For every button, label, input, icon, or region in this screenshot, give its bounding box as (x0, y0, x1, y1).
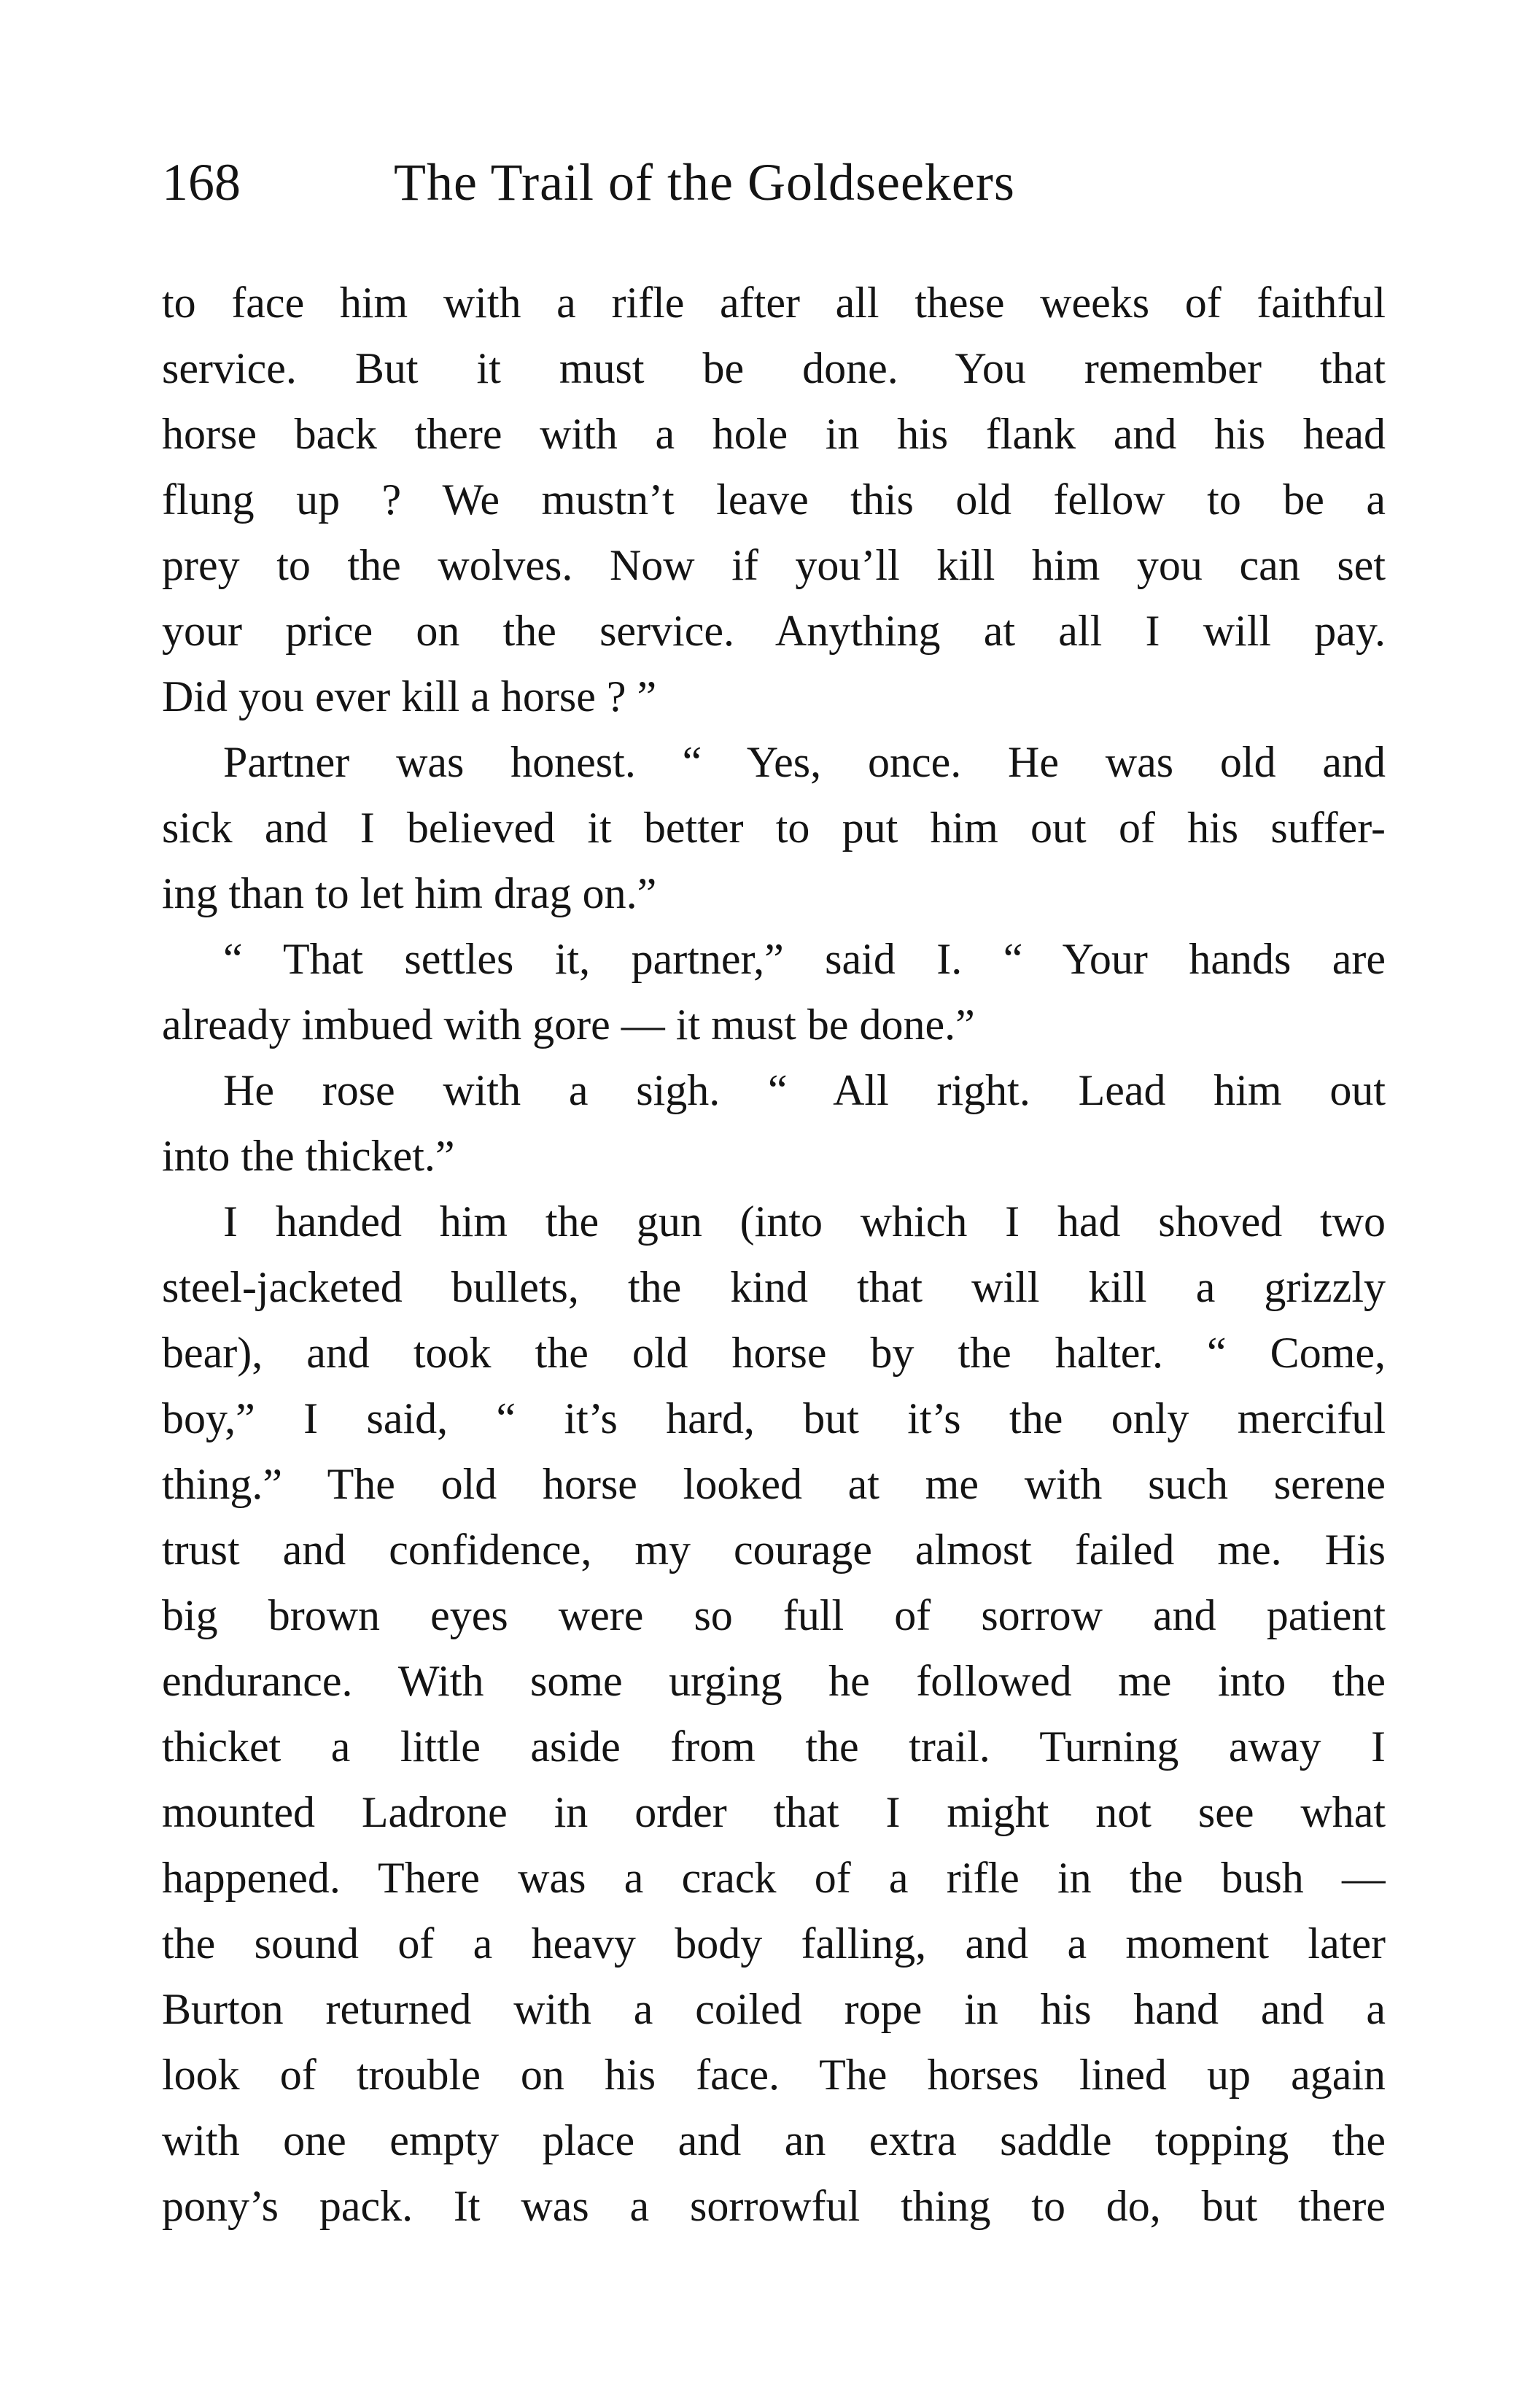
text-line: thicket a little aside from the trail. Turning away I (162, 1723, 1386, 1771)
body-text (162, 270, 1386, 2239)
text-line: ing than to let him drag on.” (162, 869, 657, 917)
text-line: happened. There was a crack of a rifle in the bush — (162, 1854, 1386, 1902)
text-line: trust and confidence, my courage almost failed me. His (162, 1526, 1386, 1574)
text-line: flung up ? We mustn’t leave this old fellow to be a (162, 475, 1386, 524)
text-line: big brown eyes were so full of sorrow and patient (162, 1591, 1386, 1639)
text-line: Partner was honest. “ Yes, once. He was old and (223, 738, 1386, 786)
text-line: horse back there with a hole in his flank and his head (162, 410, 1386, 458)
text-line: into the thicket.” (162, 1132, 455, 1180)
text-line: service. But it must be done. You remember that (162, 344, 1386, 392)
text-line: your price on the service. Anything at all I will pay. (162, 607, 1386, 655)
text-line: endurance. With some urging he followed me into the (162, 1657, 1386, 1705)
text-line: to face him with a rifle after all these weeks of faithful (162, 279, 1386, 327)
text-line: prey to the wolves. Now if you’ll kill him you can set (162, 541, 1386, 589)
running-title: The Trail of the Goldseekers (394, 153, 1015, 211)
text-line: steel-jacketed bullets, the kind that will kill a grizzly (162, 1263, 1386, 1311)
text-line: He rose with a sigh. “ All right. Lead him out (223, 1066, 1386, 1114)
text-line: “ That settles it, partner,” said I. “ Your hands are (223, 935, 1386, 983)
text-line: thing.” The old horse looked at me with such serene (162, 1460, 1386, 1508)
text-line: look of trouble on his face. The horses lined up again (162, 2051, 1386, 2099)
text-line: Burton returned with a coiled rope in his hand and a (162, 1985, 1386, 2033)
text-line: boy,” I said, “ it’s hard, but it’s the only merciful (162, 1394, 1386, 1442)
text-line: I handed him the gun (into which I had shoved two (223, 1197, 1386, 1246)
text-line: Did you ever kill a horse ? ” (162, 672, 657, 721)
text-line: already imbued with gore — it must be done.” (162, 1001, 975, 1049)
text-line: with one empty place and an extra saddle topping the (162, 2116, 1386, 2164)
text-line: mounted Ladrone in order that I might not see what (162, 1788, 1386, 1836)
text-line: bear), and took the old horse by the halter. “ Come, (162, 1329, 1386, 1377)
text-line: pony’s pack. It was a sorrowful thing to do, but there (162, 2182, 1386, 2230)
text-line: sick and I believed it better to put him out of his suffer- (162, 804, 1386, 852)
text-line: the sound of a heavy body falling, and a moment later (162, 1919, 1386, 1968)
page-number: 168 (162, 153, 241, 211)
running-head (162, 146, 1387, 219)
